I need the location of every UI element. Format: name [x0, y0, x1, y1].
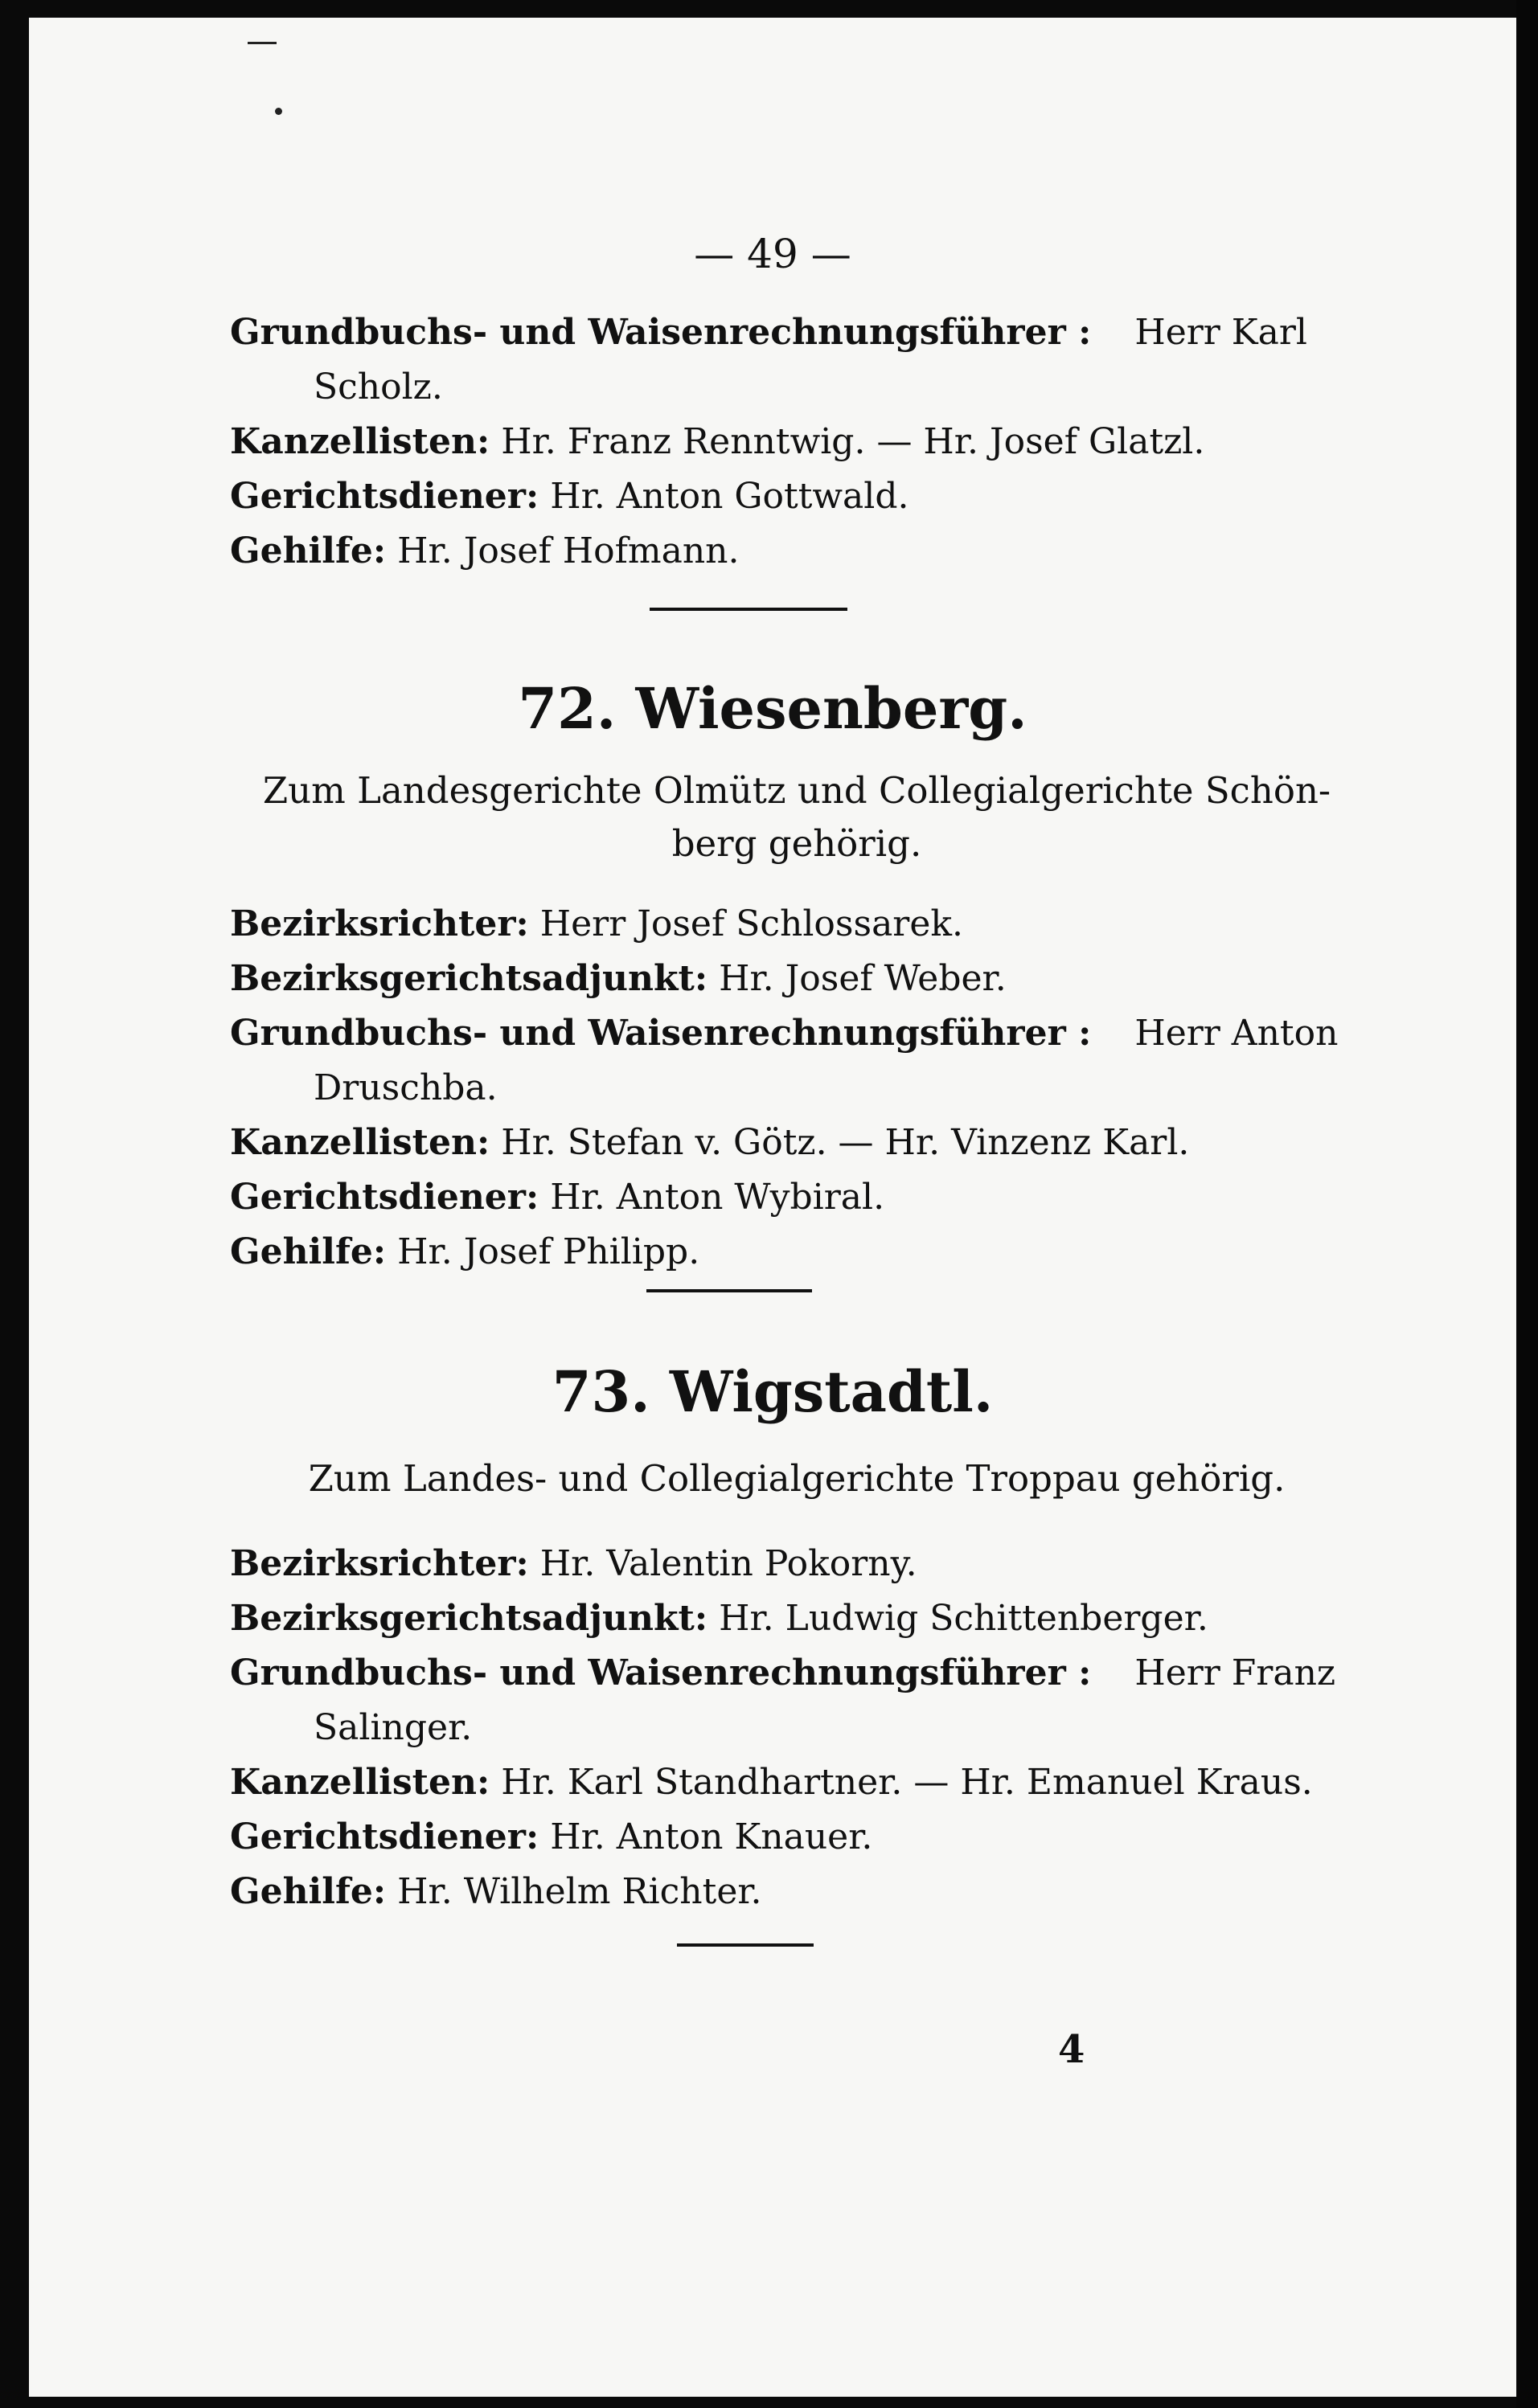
ink-dot	[275, 108, 282, 115]
entry-name: Hr. Anton Gottwald.	[550, 476, 909, 517]
entry-line	[230, 1812, 872, 1863]
entry-name: Druschba.	[314, 1067, 498, 1108]
entry-name: Salinger.	[314, 1707, 473, 1748]
entry-name: Hr. Anton Wybiral.	[550, 1177, 885, 1218]
entry-name: Hr. Ludwig Schittenberger.	[719, 1598, 1208, 1639]
entry-role: Grundbuchs- und Waisenrechnungsführer :	[230, 1013, 1092, 1054]
entry-name: Scholz.	[314, 367, 443, 407]
entry-line	[230, 1866, 762, 1918]
entry-role: Gehilfe:	[230, 1231, 387, 1272]
entry-line	[230, 471, 909, 522]
entry-line	[230, 1593, 1208, 1644]
entry-name: Hr. Anton Knauer.	[550, 1816, 873, 1857]
entry-line	[230, 899, 963, 950]
section-73-subtitle: Zum Landes- und Collegialgerichte Troppau gehörig.	[308, 1457, 1286, 1500]
entry-line	[230, 526, 739, 577]
entry-name: Herr Franz	[1134, 1652, 1336, 1693]
entry-role: Gehilfe:	[230, 530, 387, 571]
entry-name: Hr. Josef Philipp.	[397, 1231, 700, 1272]
entry-name: Herr Josef Schlossarek.	[539, 903, 964, 944]
entry-role: Kanzellisten:	[230, 421, 490, 462]
entry-role: Bezirksrichter:	[230, 1543, 529, 1584]
entry-line	[230, 1227, 699, 1278]
entry-line	[230, 1063, 498, 1114]
entry-line	[230, 1757, 1313, 1808]
section-72-subtitle-cont: berg gehörig.	[671, 822, 922, 865]
entry-name: Hr. Valentin Pokorny.	[539, 1543, 917, 1584]
section-72-subtitle: Zum Landesgerichte Olmütz und Collegialgerichte Schön-	[262, 769, 1331, 812]
entry-role: Gehilfe:	[230, 1871, 387, 1912]
entry-line	[230, 1008, 1338, 1059]
entry-name: Hr. Stefan v. Götz. — Hr. Vinzenz Karl.	[501, 1122, 1190, 1163]
book-page	[29, 18, 1516, 2397]
scan-border	[1516, 0, 1538, 2408]
entry-line	[230, 1117, 1189, 1169]
entry-role: Gerichtsdiener:	[230, 1816, 539, 1857]
entry-name: Herr Karl	[1134, 312, 1307, 353]
section-divider	[677, 1943, 814, 1947]
entry-name: Hr. Wilhelm Richter.	[397, 1871, 762, 1912]
entry-line	[230, 1172, 884, 1223]
entry-role: Bezirksrichter:	[230, 903, 529, 944]
entry-line	[230, 1702, 472, 1754]
section-73-heading: 73. Wigstadtl.	[552, 1358, 994, 1425]
entry-line	[230, 1648, 1335, 1699]
entry-role: Kanzellisten:	[230, 1762, 490, 1803]
page-number: — 49 —	[694, 231, 851, 277]
entry-role: Gerichtsdiener:	[230, 1177, 539, 1218]
entry-name: Hr. Franz Renntwig. — Hr. Josef Glatzl.	[501, 421, 1205, 462]
entry-line	[230, 362, 443, 413]
entry-role: Gerichtsdiener:	[230, 476, 539, 517]
entry-name: Herr Anton	[1134, 1013, 1339, 1054]
entry-role: Grundbuchs- und Waisenrechnungsführer :	[230, 312, 1092, 353]
signature-mark: 4	[1058, 2027, 1085, 2072]
section-divider	[646, 1289, 812, 1292]
entry-role: Grundbuchs- und Waisenrechnungsführer :	[230, 1652, 1092, 1693]
entry-line	[230, 1538, 917, 1590]
entry-name: Hr. Josef Hofmann.	[397, 530, 740, 571]
margin-mark	[248, 42, 277, 44]
entry-role: Bezirksgerichtsadjunkt:	[230, 1598, 708, 1639]
entry-role: Bezirksgerichtsadjunkt:	[230, 958, 708, 999]
entry-line	[230, 416, 1204, 468]
entry-line	[230, 953, 1007, 1005]
entry-role: Kanzellisten:	[230, 1122, 490, 1163]
entry-line	[230, 307, 1307, 358]
entry-name: Hr. Karl Standhartner. — Hr. Emanuel Kraus.	[501, 1762, 1313, 1803]
section-72-heading: 72. Wiesenberg.	[518, 675, 1027, 742]
entry-name: Hr. Josef Weber.	[719, 958, 1007, 999]
section-divider	[650, 608, 847, 611]
